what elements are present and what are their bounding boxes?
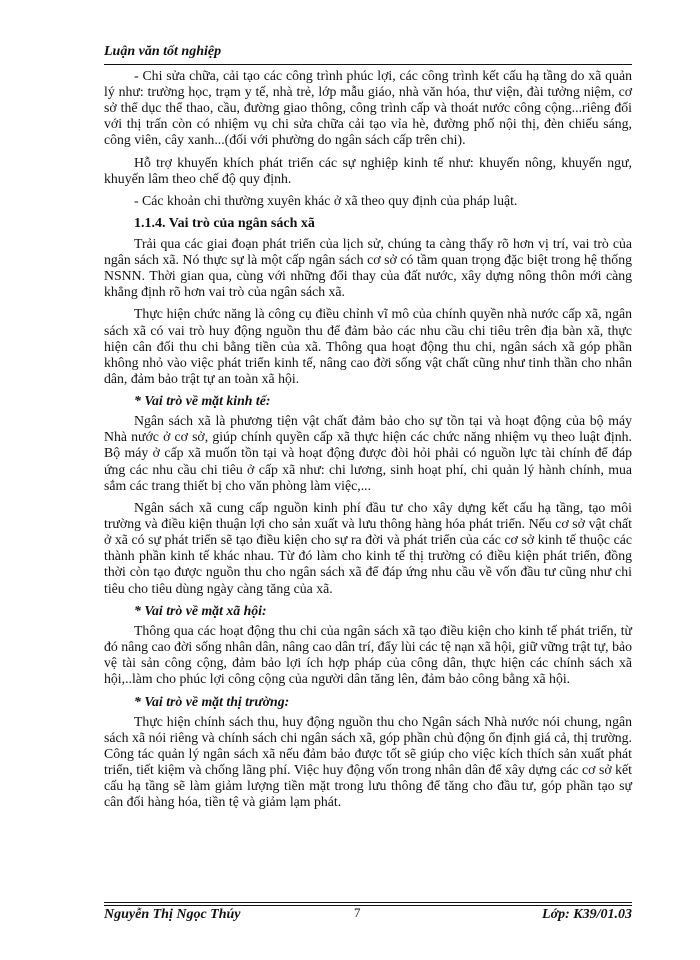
footer-rule xyxy=(104,902,632,903)
subheading-market: * Vai trò về mặt thị trường: xyxy=(134,693,290,709)
paragraph: Thực hiện chức năng là công cụ điều chỉnh vĩ mô của chính quyền nhà nước cấp xã, ngân sách xã có vai trò huy động nguồn thu để đảm bảo các nhu cầu chi tiêu trên địa bàn xã, thực hiện cân đối thu chi bằng tiền của xã. Thông qua hoạt động thu chi, ngân sách xã góp phần không nhỏ vào việc phát triển kinh tế, nâng cao đời sống vật chất cũng như tinh thần cho nhân dân, đảm bảo trật tự an toàn xã hội. xyxy=(104,306,632,386)
author-name: Nguyễn Thị Ngọc Thúy xyxy=(104,907,241,922)
page-header: Luận văn tốt nghiệp xyxy=(104,44,222,59)
paragraph: Trải qua các giai đoạn phát triển của lịch sử, chúng ta càng thấy rõ hơn vị trí, vai trò của ngân sách xã. Nó thực sự là một cấp ngân sách cơ sở có tầm quan trọng đặc biệt trong hệ thống NSNN. Thời gian qua, cùng với những đổi thay của đất nước, xây dựng nông thôn mới càng khẳng định rõ hơn vai trò của ngân sách xã. xyxy=(104,235,632,300)
section-heading: 1.1.4. Vai trò của ngân sách xã xyxy=(134,215,315,231)
subheading-social: * Vai trò về mặt xã hội: xyxy=(134,602,267,618)
paragraph: Thực hiện chính sách thu, huy động nguồn thu cho Ngân sách Nhà nước nói chung, ngân sách xã nói riêng và chính sách chi ngân sách xã, góp phần chủ động ổn định giá cả, thị trường. Công tác quản lý ngân sách xã nếu đảm bảo được tốt sẽ giúp cho việc kích thích sản xuất phát triển, tiết kiệm và chống lãng phí. Việc huy động vốn trong nhân dân để xây dựng các cơ sở kết cấu hạ tầng sẽ làm giảm lượng tiền mặt trong lưu thông để tăng cho đầu tư, góp phần tạo sự cân đối hàng hóa, tiền tệ và giảm lạm phát. xyxy=(104,713,632,810)
paragraph: - Chi sửa chữa, cải tạo các công trình phúc lợi, các công trình kết cấu hạ tầng do xã quản lý như: trường học, trạm y tế, nhà trẻ, lớp mẫu giáo, nhà văn hóa, thư viện, đài tưởng niệm, cơ sở thể dục thể thao, cầu, đường giao thông, công trình cấp và thoát nước công cộng...riêng đối với thị trấn còn có nhiệm vụ chi sửa chữa cải tạo vỉa hè, đường phố nội thị, đèn chiếu sáng, công viên, cây xanh...(đối với phường do ngân sách cấp trên chi). xyxy=(104,68,632,148)
paragraph: Hỗ trợ khuyến khích phát triển các sự nghiệp kinh tế như: khuyến nông, khuyến ngư, khuyến lâm theo chế độ quy định. xyxy=(104,154,632,186)
page-footer xyxy=(104,907,632,927)
paragraph: Ngân sách xã là phương tiện vật chất đảm bảo cho sự tồn tại và hoạt động của bộ máy Nhà nước ở cơ sở, giúp chính quyền cấp xã thực hiện các chức năng nhiệm vụ theo luật định. Bộ máy ở cấp xã muốn tồn tại và hoạt động được đòi hỏi phải có nguồn lực tài chính để đáp ứng các nhu cầu chi tiêu ở cấp xã như: chi lương, sinh hoạt phí, chi quản lý hành chính, mua sắm các trang thiết bị cho văn phòng làm việc,... xyxy=(104,413,632,493)
paragraph: Thông qua các hoạt động thu chi của ngân sách xã tạo điều kiện cho kinh tế phát triển, từ đó nâng cao đời sống nhân dân, nâng cao dân trí, đẩy lùi các tệ nạn xã hội, giữ vững trật tự, bảo vệ tài sản công cộng, đảm bảo lợi ích hợp pháp của công dân, thực hiện các chính sách xã hội,..làm cho phúc lợi công cộng của người dân tăng lên, đảm bảo công bằng xã hội. xyxy=(104,622,632,687)
document-body xyxy=(104,68,632,817)
page-number: 7 xyxy=(354,905,361,920)
paragraph: - Các khoản chi thường xuyên khác ở xã theo quy định của pháp luật. xyxy=(134,193,518,209)
paragraph: Ngân sách xã cung cấp nguồn kinh phí đầu tư cho xây dựng kết cấu hạ tầng, tạo môi trường và điều kiện thuận lợi cho sản xuất và lưu thông hàng hóa phát triển. Nếu cơ sở vật chất ở xã có sự phát triển sẽ tạo điều kiện cho sự ra đời và phát triển của các cơ sở kinh tế thuộc các thành phần kinh tế khác nhau. Từ đó làm cho kinh tế thị trường có điều kiện phát triển, đồng thời còn tạo được nguồn thu cho ngân sách xã để đáp ứng nhu cầu về vốn đầu tư cũng như chi tiêu cho tiêu dùng ngày càng tăng của xã. xyxy=(104,500,632,596)
subheading-economic: * Vai trò về mặt kinh tế: xyxy=(134,393,271,409)
footer-rule-thin xyxy=(104,905,632,906)
header-rule xyxy=(104,64,632,65)
class-code: Lớp: K39/01.03 xyxy=(542,907,632,922)
